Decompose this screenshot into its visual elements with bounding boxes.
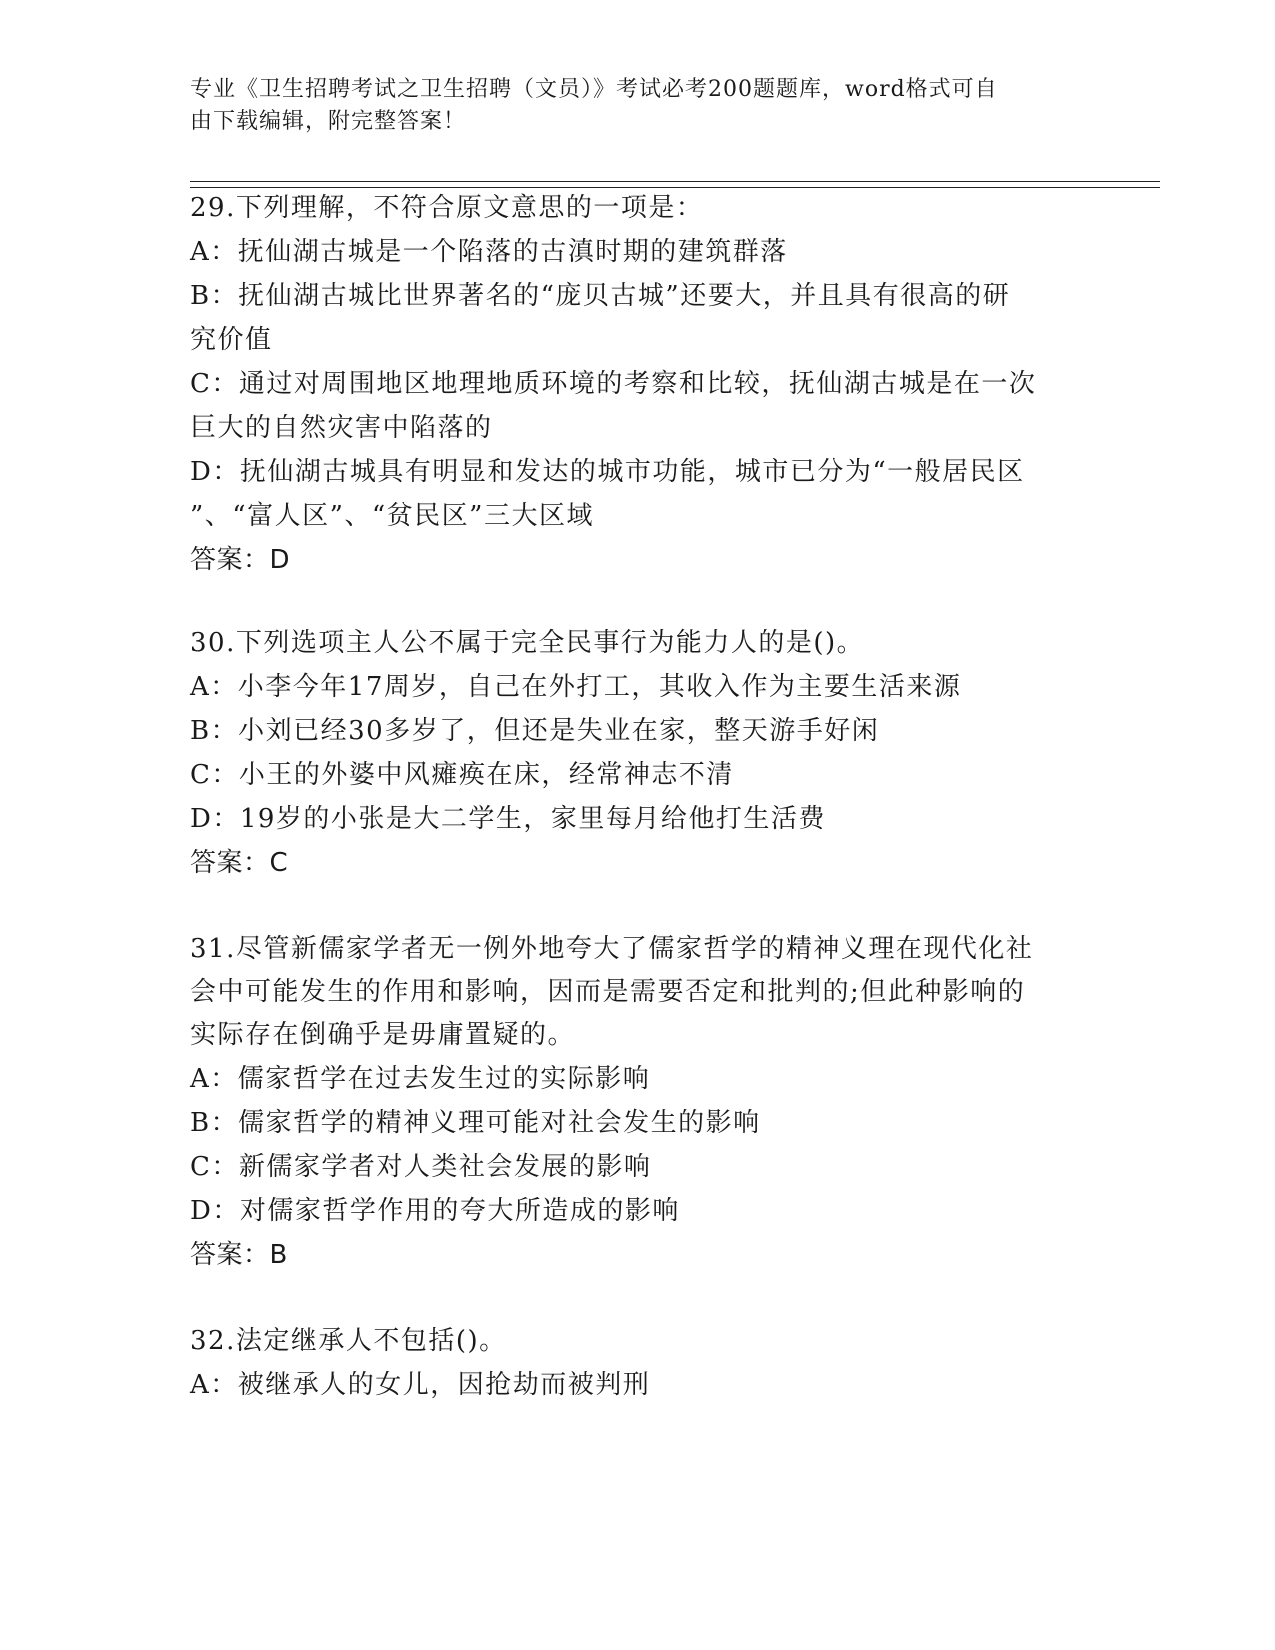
- question-29-answer: 答案：D: [190, 545, 291, 575]
- question-31-stem: 31.尽管新儒家学者无一例外地夸大了儒家哲学的精神义理在现代化社: [190, 934, 1034, 964]
- question-30-option-b: B：小刘已经30多岁了，但还是失业在家，整天游手好闲: [190, 716, 880, 746]
- header-line-1: 专业《卫生招聘考试之卫生招聘（文员）》考试必考200题题库，word格式可自: [190, 77, 998, 102]
- question-30-option-c: C：小王的外婆中风瘫痪在床，经常神志不清: [190, 760, 734, 790]
- question-29-stem: 29.下列理解，不符合原文意思的一项是：: [190, 193, 704, 223]
- question-31-option-d: D：对儒家哲学作用的夸大所造成的影响: [190, 1196, 680, 1226]
- question-29-option-c: C：通过对周围地区地理地质环境的考察和比较，抚仙湖古城是在一次: [190, 369, 1037, 399]
- question-30-option-a: A：小李今年17周岁，自己在外打工，其收入作为主要生活来源: [190, 672, 962, 702]
- question-29-option-b: B：抚仙湖古城比世界著名的“庞贝古城”还要大，并且具有很高的研: [190, 281, 1011, 311]
- question-32-stem: 32.法定继承人不包括()。: [190, 1326, 507, 1356]
- question-29-option-d: D：抚仙湖古城具有明显和发达的城市功能，城市已分为“一般居民区: [190, 457, 1025, 487]
- question-29-option-d-cont: ”、“富人区”、“贫民区”三大区域: [190, 501, 594, 531]
- question-30-answer: 答案：C: [190, 848, 289, 878]
- question-31-option-b: B：儒家哲学的精神义理可能对社会发生的影响: [190, 1108, 761, 1138]
- header-line-2: 由下载编辑，附完整答案！: [190, 109, 467, 134]
- question-31-option-c: C：新儒家学者对人类社会发展的影响: [190, 1152, 652, 1182]
- question-31-stem-cont-2: 实际存在倒确乎是毋庸置疑的。: [190, 1020, 576, 1050]
- question-30-option-d: D：19岁的小张是大二学生，家里每月给他打生活费: [190, 804, 826, 834]
- question-29-option-a: A：抚仙湖古城是一个陷落的古滇时期的建筑群落: [190, 237, 788, 267]
- question-29-option-c-cont: 巨大的自然灾害中陷落的: [190, 413, 493, 443]
- header-divider-top: [190, 181, 1160, 182]
- question-30-stem: 30.下列选项主人公不属于完全民事行为能力人的是()。: [190, 628, 865, 658]
- question-31-option-a: A：儒家哲学在过去发生过的实际影响: [190, 1064, 651, 1094]
- header-divider-bottom: [190, 187, 1160, 188]
- question-29-option-b-cont: 究价值: [190, 325, 273, 355]
- question-32-option-a: A：被继承人的女儿，因抢劫而被判刑: [190, 1370, 651, 1400]
- document-header: [190, 74, 1090, 138]
- question-31-answer: 答案：B: [190, 1240, 288, 1270]
- question-31-stem-cont-1: 会中可能发生的作用和影响，因而是需要否定和批判的;但此种影响的: [190, 977, 1026, 1007]
